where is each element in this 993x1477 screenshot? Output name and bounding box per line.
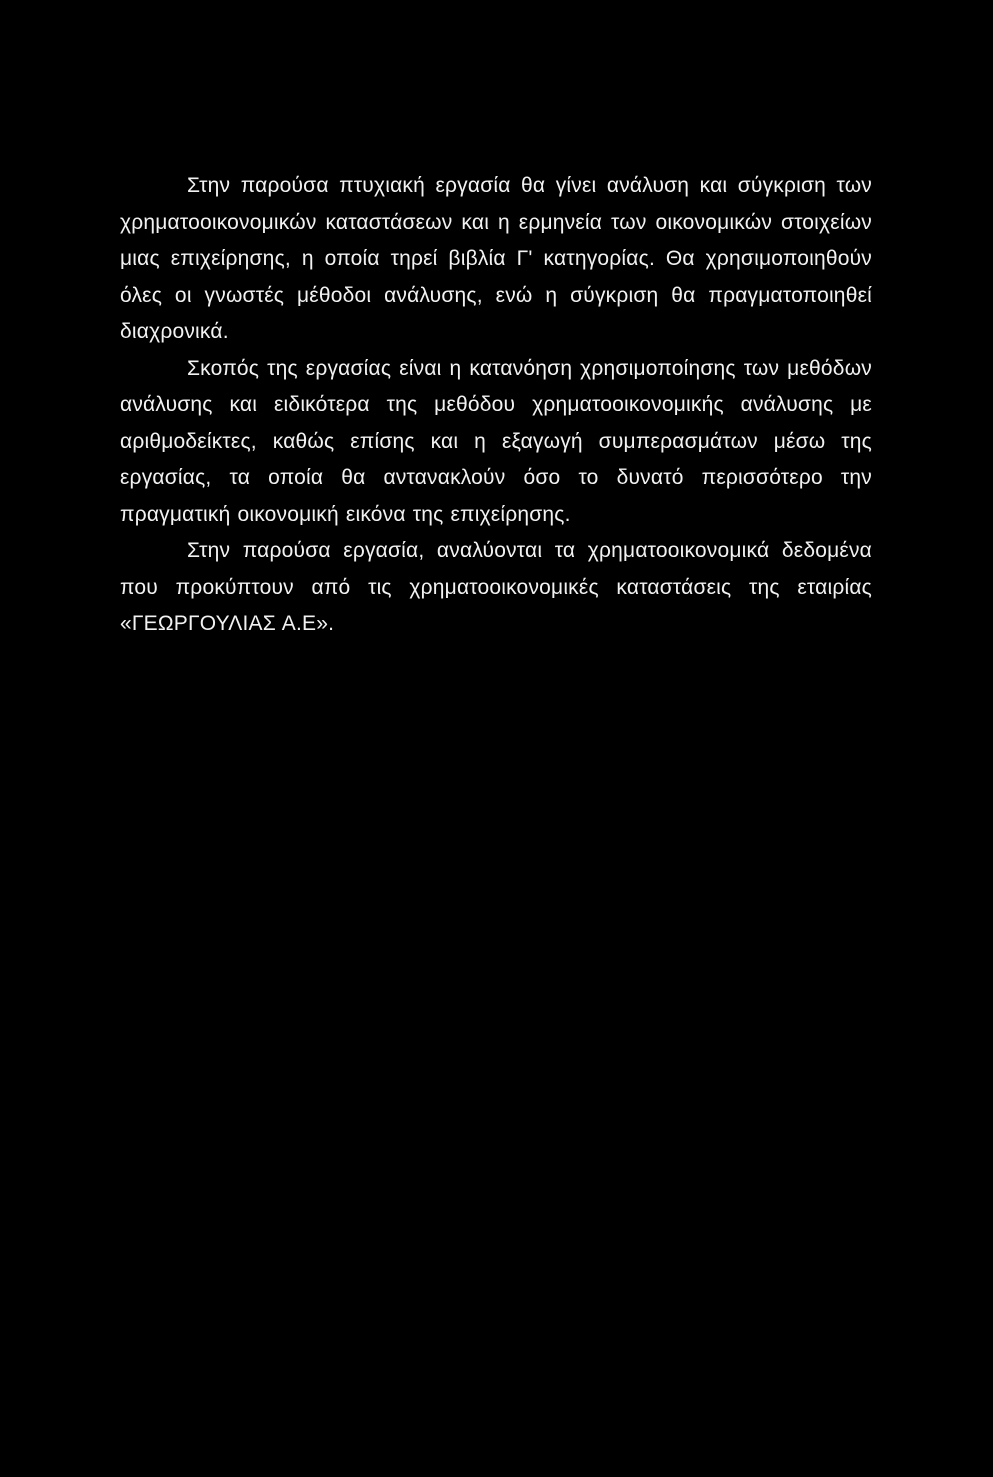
- paragraph-purpose: Σκοπός της εργασίας είναι η κατανόηση χρησιμοποίησης των μεθόδων ανάλυσης και ειδικότερα της μεθόδου χρηματοοικονομικής ανάλυσης με αριθμοδείκτες, καθώς επίσης και η εξαγωγή συμπερασμάτων μέσω της εργασίας, τα οποία θα αντανακλούν όσο το δυνατό περισσότερο την πραγματική οικονομική εικόνα της επιχείρησης.: [120, 356, 872, 526]
- paragraph-intro: Στην παρούσα πτυχιακή εργασία θα γίνει ανάλυση και σύγκριση των χρηματοοικονομικών καταστάσεων και η ερμηνεία των οικονομικών στοιχείων μιας επιχείρησης, η οποία τηρεί βιβλία Γ' κατηγορίας. Θα χρησιμοποιηθούν όλες οι γνωστές μέθοδοι ανάλυσης, ενώ η σύγκριση θα πραγματοποιηθεί διαχρονικά.: [120, 174, 872, 343]
- paragraph-company: Στην παρούσα εργασία, αναλύονται τα χρηματοοικονομικά δεδομένα που προκύπτουν από τις χρηματοοικονομικές καταστάσεις της εταιρίας «ΓΕΩΡΓΟΥΛΙΑΣ Α.Ε».: [120, 539, 872, 635]
- body-text: [120, 168, 872, 643]
